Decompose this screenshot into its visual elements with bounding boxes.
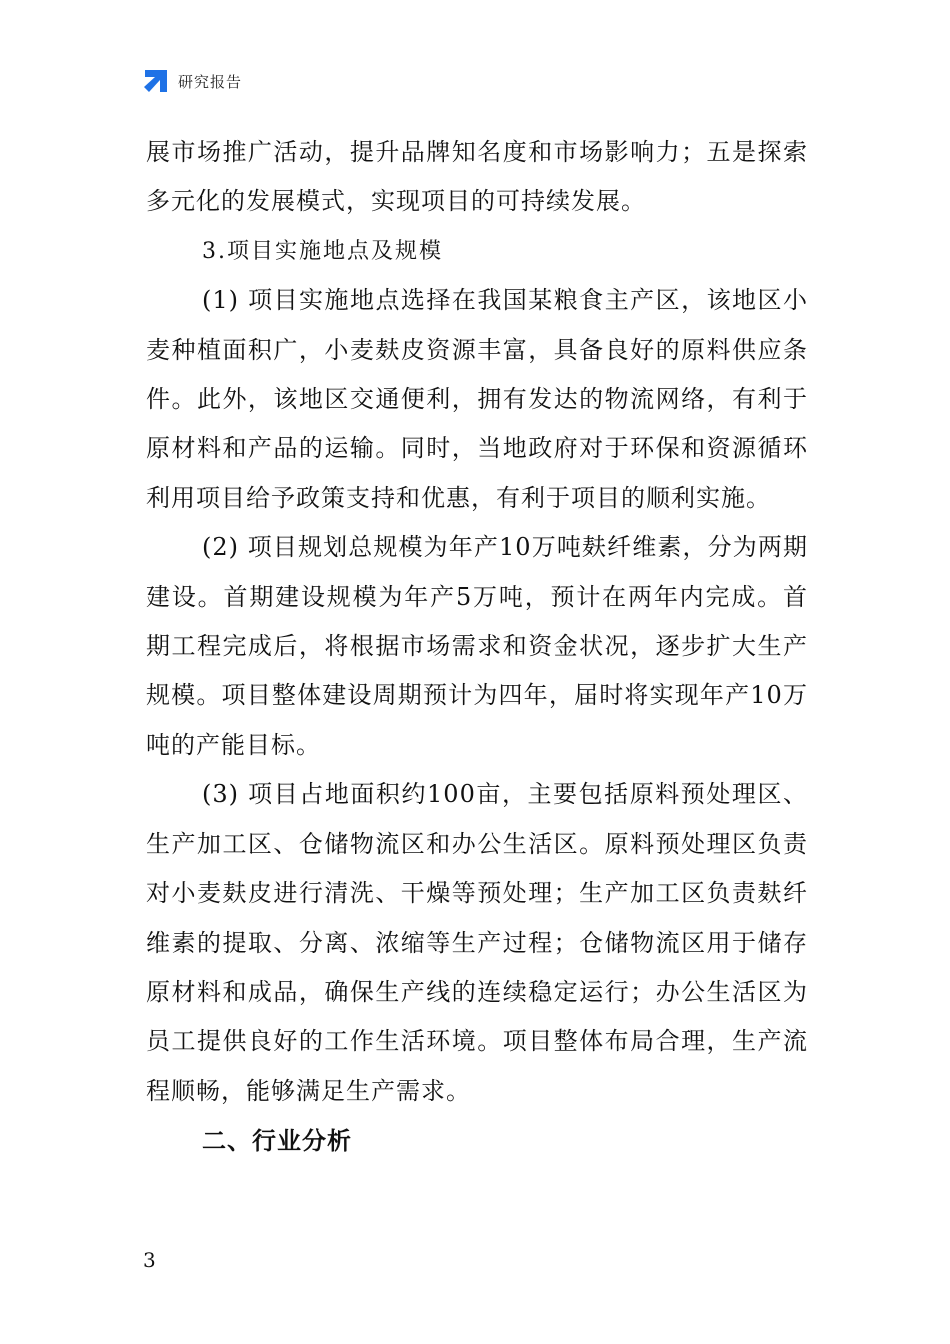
paragraph-location: (1) 项目实施地点选择在我国某粮食主产区，该地区小麦种植面积广，小麦麸皮资源丰富，具备良好的原料供应条件。此外，该地区交通便利，拥有发达的物流网络，有利于原材料和产品的运输。同时，当地政府对于环保和资源循环利用项目给予政策支持和优惠，有利于项目的顺利实施。 — [146, 286, 808, 512]
report-header — [143, 66, 242, 96]
arrow-up-right-icon — [143, 68, 169, 94]
section-heading: 二、行业分析 — [202, 1126, 352, 1156]
header-title: 研究报告 — [178, 72, 243, 91]
paragraph-scale: (2) 项目规划总规模为年产10万吨麸纤维素，分为两期建设。首期建设规模为年产5万吨，预计在两年内完成。首期工程完成后，将根据市场需求和资金状况，逐步扩大生产规模。项目整体建设周期预计为四年，届时将实现年产10万吨的产能目标。 — [146, 533, 808, 759]
paragraph-layout: (3) 项目占地面积约100亩，主要包括原料预处理区、生产加工区、仓储物流区和办公生活区。原料预处理区负责对小麦麸皮进行清洗、干燥等预处理；生产加工区负责麸纤维素的提取、分离、浓缩等生产过程；仓储物流区用于储存原材料和成品，确保生产线的连续稳定运行；办公生活区为员工提供良好的工作生活环境。项目整体布局合理，生产流程顺畅，能够满足生产需求。 — [146, 780, 808, 1105]
document-body — [146, 128, 808, 1166]
section-subheading: 3.项目实施地点及规模 — [202, 238, 443, 264]
paragraph-continuation: 展市场推广活动，提升品牌知名度和市场影响力；五是探索多元化的发展模式，实现项目的可持续发展。 — [146, 138, 808, 216]
page-number: 3 — [143, 1248, 156, 1272]
